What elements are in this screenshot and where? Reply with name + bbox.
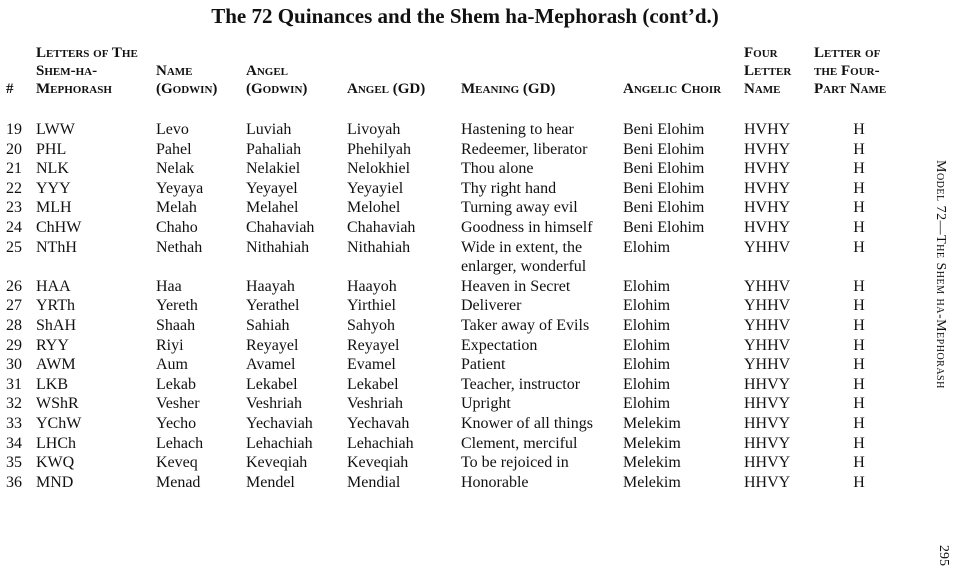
cell-angelic-choir: Elohim — [623, 356, 671, 374]
cell-number: 21 — [6, 160, 22, 178]
cell-letters: ShAH — [36, 316, 77, 334]
cell-letters: NThH — [36, 238, 77, 256]
cell-angel-godwin: Lekabel — [246, 375, 298, 393]
cell-number: 25 — [6, 238, 22, 256]
cell-letter-of-four-part-name: H — [853, 473, 865, 491]
page-title: The 72 Quinances and the Shem ha-Mephorash (cont’d.) — [211, 4, 719, 28]
table-header-row — [6, 44, 904, 120]
cell-letter-of-four-part-name: H — [853, 356, 865, 374]
cell-meaning: Patient — [461, 356, 506, 374]
running-head: Model 72—The Shem ha-Mephorash — [933, 160, 948, 389]
cell-name: Vesher — [156, 395, 200, 413]
cell-angel-gd: Livoyah — [347, 121, 401, 138]
cell-letter-of-four-part-name: H — [853, 414, 865, 432]
cell-meaning: Heaven in Secret — [461, 277, 571, 295]
header-angelic-choir: Angelic Choir — [623, 81, 722, 97]
cell-letter-of-four-part-name: H — [853, 238, 865, 256]
page-number: 295 — [936, 545, 951, 566]
cell-meaning: Hastening to hear — [461, 121, 574, 138]
cell-meaning: Clement, merciful — [461, 434, 578, 452]
cell-letters: AWM — [36, 356, 76, 374]
cell-angel-godwin: Mendel — [246, 473, 295, 491]
cell-letter-of-four-part-name: H — [853, 297, 865, 315]
cell-name: Melah — [156, 199, 197, 217]
cell-letter-of-four-part-name: H — [853, 121, 865, 138]
cell-angelic-choir: Melekim — [623, 473, 681, 491]
cell-number: 27 — [6, 297, 22, 315]
cell-angel-godwin: Veshriah — [246, 395, 302, 413]
table-row — [6, 277, 904, 297]
table-row — [6, 316, 904, 336]
cell-name: Yecho — [156, 414, 197, 432]
cell-number: 31 — [6, 375, 22, 393]
cell-four-letter-name: YHHV — [744, 356, 791, 374]
table-row — [6, 453, 904, 473]
cell-angel-godwin: Chahaviah — [246, 218, 315, 236]
cell-angel-gd: Evamel — [347, 356, 396, 374]
cell-name: Shaah — [156, 316, 196, 334]
cell-angel-godwin: Sahiah — [246, 316, 290, 334]
cell-angelic-choir: Melekim — [623, 414, 681, 432]
cell-letter-of-four-part-name: H — [853, 375, 865, 393]
cell-name: Yereth — [156, 297, 198, 315]
cell-letters: ChHW — [36, 218, 82, 236]
header-letter-of-four-part-name: Letter of the Four-Part Name — [814, 45, 887, 97]
table-row — [6, 238, 904, 277]
cell-meaning: Redeemer, liberator — [461, 140, 588, 158]
cell-angelic-choir: Melekim — [623, 454, 681, 472]
cell-angelic-choir: Elohim — [623, 297, 671, 315]
cell-letters: YChW — [36, 414, 82, 432]
cell-four-letter-name: HHVY — [744, 375, 791, 393]
cell-letters: MND — [36, 473, 74, 491]
cell-letters: KWQ — [36, 454, 75, 472]
cell-angelic-choir: Elohim — [623, 238, 671, 256]
table-row — [6, 159, 904, 179]
cell-angel-gd: Nelokhiel — [347, 160, 411, 178]
table-row — [6, 375, 904, 395]
cell-letter-of-four-part-name: H — [853, 199, 865, 217]
cell-number: 26 — [6, 277, 22, 295]
cell-angelic-choir: Beni Elohim — [623, 140, 705, 158]
cell-four-letter-name: HHVY — [744, 454, 791, 472]
header-angel-gd: Angel (GD) — [347, 81, 426, 97]
cell-name: Lekab — [156, 375, 196, 393]
header-angel-godwin: Angel (Godwin) — [246, 63, 308, 97]
cell-meaning: Wide in extent, the enlarger, wonderful — [461, 238, 587, 276]
cell-angel-gd: Nithahiah — [347, 238, 411, 256]
cell-name: Haa — [156, 277, 182, 295]
cell-four-letter-name: HVHY — [744, 199, 791, 217]
cell-angel-godwin: Luviah — [246, 121, 292, 138]
table-row — [6, 394, 904, 414]
cell-name: Menad — [156, 473, 201, 491]
cell-number: 24 — [6, 218, 22, 236]
cell-angelic-choir: Beni Elohim — [623, 179, 705, 197]
cell-angel-gd: Mendial — [347, 473, 401, 491]
cell-letters: RYY — [36, 336, 69, 354]
table-row — [6, 336, 904, 356]
cell-number: 23 — [6, 199, 22, 217]
cell-angelic-choir: Elohim — [623, 375, 671, 393]
cell-name: Nelak — [156, 160, 195, 178]
cell-number: 22 — [6, 179, 22, 197]
cell-four-letter-name: HVHY — [744, 218, 791, 236]
cell-meaning: Thy right hand — [461, 179, 557, 197]
cell-angel-godwin: Melahel — [246, 199, 299, 217]
cell-letters: HAA — [36, 277, 71, 295]
cell-letter-of-four-part-name: H — [853, 434, 865, 452]
header-number: # — [6, 81, 14, 97]
cell-letter-of-four-part-name: H — [853, 454, 865, 472]
cell-angelic-choir: Melekim — [623, 434, 681, 452]
cell-four-letter-name: HHVY — [744, 434, 791, 452]
cell-number: 20 — [6, 140, 22, 158]
cell-letter-of-four-part-name: H — [853, 277, 865, 295]
cell-letters: WShR — [36, 395, 79, 413]
cell-angelic-choir: Elohim — [623, 316, 671, 334]
table-row — [6, 473, 904, 493]
cell-letter-of-four-part-name: H — [853, 218, 865, 236]
cell-angelic-choir: Beni Elohim — [623, 218, 705, 236]
cell-letters: LKB — [36, 375, 68, 393]
cell-angel-godwin: Avamel — [246, 356, 296, 374]
cell-number: 36 — [6, 473, 22, 491]
cell-number: 19 — [6, 121, 22, 138]
cell-letters: MLH — [36, 199, 72, 217]
cell-letters: YYY — [36, 179, 71, 197]
cell-number: 33 — [6, 414, 22, 432]
cell-angel-godwin: Nithahiah — [246, 238, 310, 256]
cell-name: Riyi — [156, 336, 184, 354]
table-row — [6, 296, 904, 316]
table-row — [6, 414, 904, 434]
cell-four-letter-name: HVHY — [744, 160, 791, 178]
table-row — [6, 140, 904, 160]
cell-angel-gd: Keveqiah — [347, 454, 409, 472]
header-name: Name (Godwin) — [156, 63, 218, 97]
cell-angel-gd: Yechavah — [347, 414, 410, 432]
cell-letters: LHCh — [36, 434, 76, 452]
quinances-table — [6, 44, 904, 492]
cell-angelic-choir: Elohim — [623, 277, 671, 295]
cell-number: 35 — [6, 454, 22, 472]
cell-letter-of-four-part-name: H — [853, 179, 865, 197]
cell-letters: NLK — [36, 160, 69, 178]
cell-name: Levo — [156, 121, 189, 138]
cell-angel-godwin: Nelakiel — [246, 160, 301, 178]
cell-meaning: Honorable — [461, 473, 529, 491]
cell-angel-gd: Sahyoh — [347, 316, 395, 334]
header-four-letter-name: Four Letter Name — [744, 45, 792, 97]
cell-angel-gd: Chahaviah — [347, 218, 416, 236]
cell-meaning: Teacher, instructor — [461, 375, 581, 393]
cell-four-letter-name: HVHY — [744, 179, 791, 197]
cell-meaning: Turning away evil — [461, 199, 578, 217]
cell-angelic-choir: Beni Elohim — [623, 160, 705, 178]
cell-four-letter-name: YHHV — [744, 316, 791, 334]
cell-letter-of-four-part-name: H — [853, 140, 865, 158]
cell-number: 32 — [6, 395, 22, 413]
cell-letter-of-four-part-name: H — [853, 316, 865, 334]
cell-letter-of-four-part-name: H — [853, 160, 865, 178]
cell-letter-of-four-part-name: H — [853, 395, 865, 413]
cell-angel-gd: Lekabel — [347, 375, 399, 393]
cell-angel-godwin: Yechaviah — [246, 414, 313, 432]
cell-angel-gd: Reyayel — [347, 336, 400, 354]
cell-number: 28 — [6, 316, 22, 334]
table-row — [6, 434, 904, 454]
cell-angel-gd: Yeyayiel — [347, 179, 404, 197]
cell-angel-gd: Yirthiel — [347, 297, 396, 315]
cell-angel-godwin: Keveqiah — [246, 454, 308, 472]
cell-angel-gd: Lehachiah — [347, 434, 414, 452]
cell-angel-godwin: Pahaliah — [246, 140, 302, 158]
table-row — [6, 198, 904, 218]
table-row — [6, 120, 904, 140]
cell-letters: LWW — [36, 121, 75, 138]
cell-name: Keveq — [156, 454, 198, 472]
cell-angel-gd: Melohel — [347, 199, 401, 217]
cell-meaning: Expectation — [461, 336, 538, 354]
table-row — [6, 355, 904, 375]
cell-four-letter-name: HHVY — [744, 395, 791, 413]
cell-number: 30 — [6, 356, 22, 374]
cell-four-letter-name: HVHY — [744, 121, 791, 138]
cell-meaning: Thou alone — [461, 160, 534, 178]
cell-letter-of-four-part-name: H — [853, 336, 865, 354]
cell-name: Pahel — [156, 140, 192, 158]
cell-four-letter-name: YHHV — [744, 297, 791, 315]
cell-angel-gd: Phehilyah — [347, 140, 411, 158]
cell-angel-godwin: Reyayel — [246, 336, 299, 354]
cell-meaning: Deliverer — [461, 297, 522, 315]
table-row — [6, 218, 904, 238]
cell-meaning: Knower of all things — [461, 414, 593, 432]
cell-angelic-choir: Elohim — [623, 336, 671, 354]
cell-letters: YRTh — [36, 297, 76, 315]
cell-four-letter-name: HHVY — [744, 414, 791, 432]
cell-name: Aum — [156, 356, 188, 374]
cell-angel-godwin: Haayah — [246, 277, 295, 295]
cell-letters: PHL — [36, 140, 67, 158]
cell-number: 34 — [6, 434, 22, 452]
cell-meaning: Taker away of Evils — [461, 316, 590, 334]
cell-angel-gd: Veshriah — [347, 395, 403, 413]
cell-name: Lehach — [156, 434, 204, 452]
cell-angel-godwin: Lehachiah — [246, 434, 313, 452]
cell-name: Nethah — [156, 238, 203, 256]
cell-angel-godwin: Yeyayel — [246, 179, 298, 197]
table-row — [6, 179, 904, 199]
cell-four-letter-name: YHHV — [744, 238, 791, 256]
cell-four-letter-name: YHHV — [744, 277, 791, 295]
cell-number: 29 — [6, 336, 22, 354]
cell-angelic-choir: Beni Elohim — [623, 121, 705, 138]
cell-meaning: Goodness in himself — [461, 218, 593, 236]
cell-meaning: Upright — [461, 395, 511, 413]
cell-angelic-choir: Elohim — [623, 395, 671, 413]
cell-angel-godwin: Yerathel — [246, 297, 300, 315]
cell-name: Chaho — [156, 218, 198, 236]
cell-four-letter-name: YHHV — [744, 336, 791, 354]
cell-four-letter-name: HVHY — [744, 140, 791, 158]
header-letters: Letters of The Shem-ha-Mephorash — [36, 45, 138, 97]
cell-angelic-choir: Beni Elohim — [623, 199, 705, 217]
header-meaning: Meaning (GD) — [461, 81, 556, 97]
cell-angel-gd: Haayoh — [347, 277, 397, 295]
cell-name: Yeyaya — [156, 179, 204, 197]
cell-four-letter-name: HHVY — [744, 473, 791, 491]
cell-meaning: To be rejoiced in — [461, 454, 569, 472]
